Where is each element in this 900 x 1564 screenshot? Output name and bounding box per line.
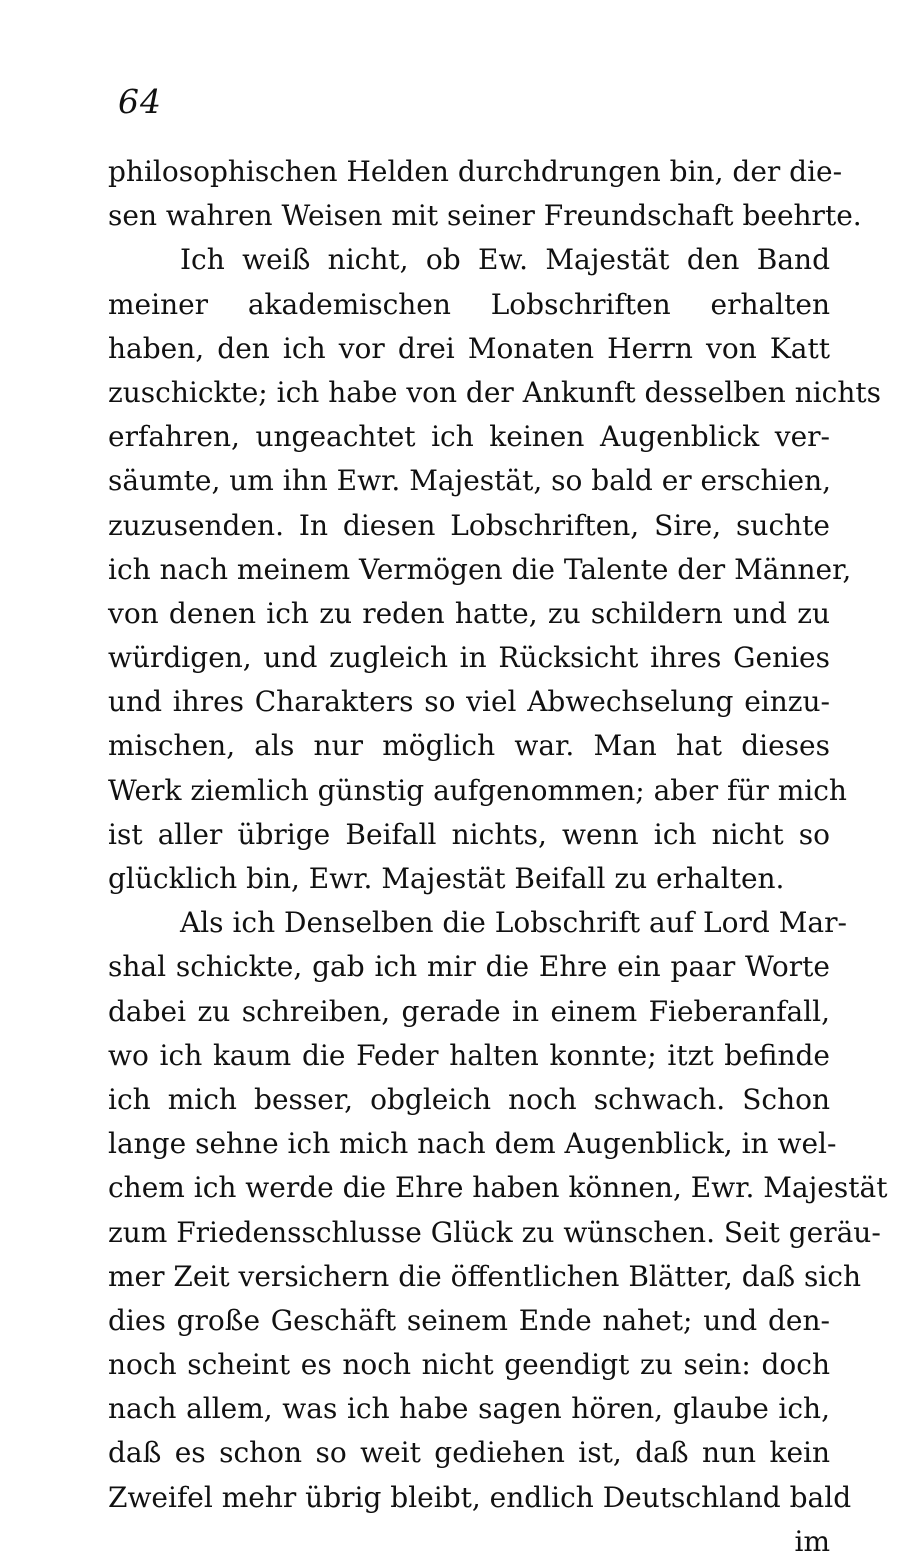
catchword: im	[794, 1524, 830, 1558]
page-number: 64	[118, 82, 162, 121]
text-line: zuschickte; ich habe von der Ankunft desselben nichts	[108, 375, 882, 409]
text-line: glücklich bin, Ewr. Majestät Beifall zu erhalten.	[108, 862, 785, 895]
text-line: und ihres Charakters so viel Abwechselung einzu-	[108, 685, 830, 719]
text-line: philosophischen Helden durchdrungen bin, der die-	[108, 155, 843, 188]
text-line: mer Zeit versichern die öffentlichen Blätter, daß sich	[108, 1259, 861, 1293]
text-line: wo ich kaum die Feder halten konnte; itzt befinde	[108, 1038, 830, 1072]
text-line: chem ich werde die Ehre haben können, Ewr. Majestät	[108, 1171, 888, 1205]
text-line: dies große Geschäft seinem Ende nahet; und den-	[108, 1303, 830, 1337]
text-line: säumte, um ihn Ewr. Majestät, so bald er erschien,	[108, 464, 832, 498]
text-line: ist aller übrige Beifall nichts, wenn ich nicht so	[108, 817, 830, 851]
text-line: erfahren, ungeachtet ich keinen Augenblick ver-	[108, 420, 830, 454]
text-line: daß es schon so weit gediehen ist, daß nun kein	[108, 1436, 830, 1470]
text-line: sen wahren Weisen mit seiner Freundschaft beehrte.	[108, 199, 862, 233]
text-line: Als ich Denselben die Lobschrift auf Lord Mar-	[180, 906, 847, 940]
text-line: lange sehne ich mich nach dem Augenblick, in wel-	[108, 1127, 837, 1161]
text-line: shal schickte, gab ich mir die Ehre ein paar Worte	[108, 950, 830, 984]
text-line: zum Friedensschlusse Glück zu wünschen. Seit geräu-	[108, 1215, 881, 1249]
text-line: ich mich besser, obgleich noch schwach. Schon	[108, 1082, 830, 1116]
text-line: Ich weiß nicht, ob Ew. Majestät den Band	[180, 243, 830, 277]
text-line: dabei zu schreiben, gerade in einem Fieberanfall,	[108, 994, 830, 1028]
text-line: Zweifel mehr übrig bleibt, endlich Deutschland bald	[108, 1480, 852, 1514]
text-line: mischen, als nur möglich war. Man hat dieses	[108, 729, 830, 763]
text-line: haben, den ich vor drei Monaten Herrn von Katt	[108, 331, 830, 365]
text-line: ich nach meinem Vermögen die Talente der Männer,	[108, 552, 852, 586]
text-line: Werk ziemlich günstig aufgenommen; aber für mich	[108, 773, 847, 807]
text-line: von denen ich zu reden hatte, zu schildern und zu	[108, 596, 830, 630]
text-line: noch scheint es noch nicht geendigt zu sein: doch	[108, 1348, 830, 1382]
text-line: nach allem, was ich habe sagen hören, glaube ich,	[108, 1392, 830, 1426]
text-line: meiner akademischen Lobschriften erhalten	[108, 287, 830, 321]
text-line: zuzusenden. In diesen Lobschriften, Sire, suchte	[108, 508, 830, 542]
text-line: würdigen, und zugleich in Rücksicht ihres Genies	[108, 641, 830, 675]
body-text	[108, 150, 888, 1564]
